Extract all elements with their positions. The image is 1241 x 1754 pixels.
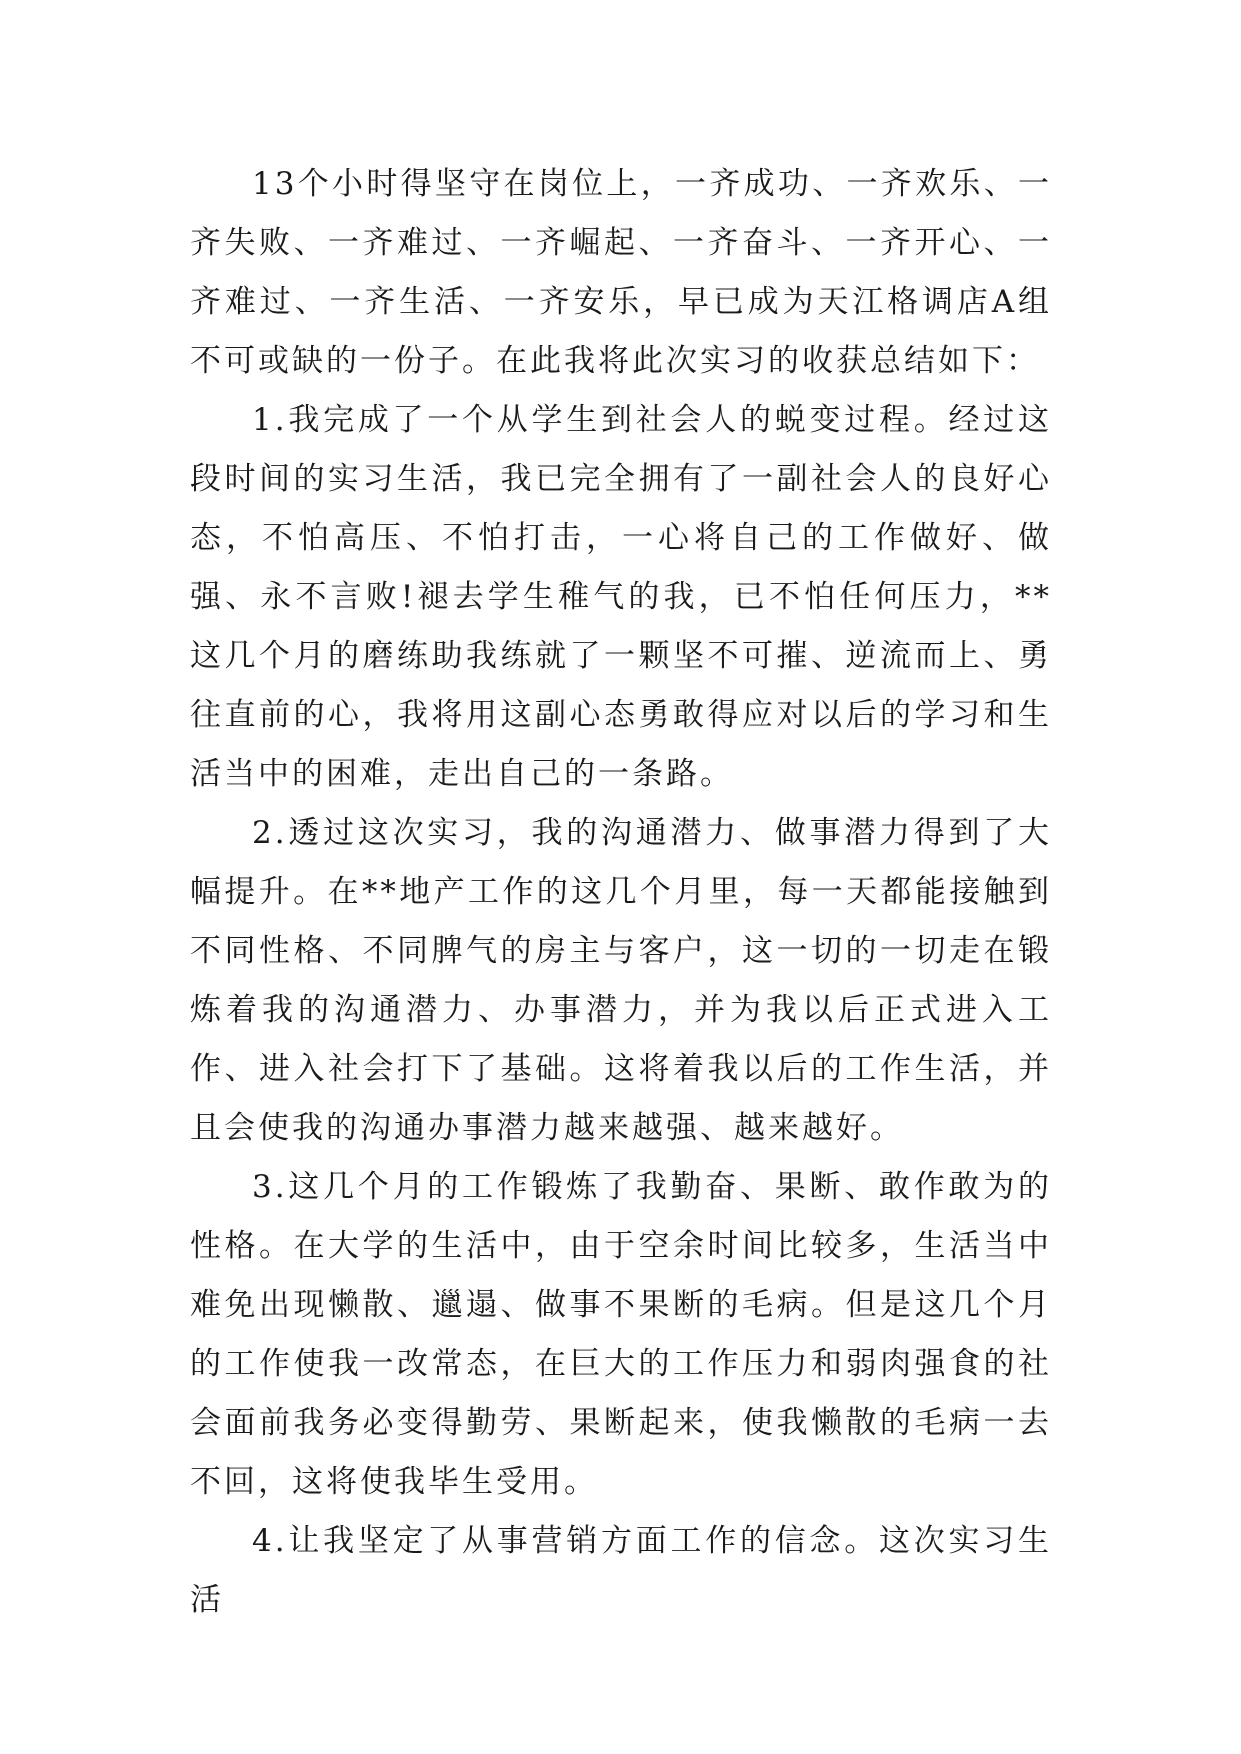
document-body [190,155,1052,1630]
paragraph-point-4: 4.让我坚定了从事营销方面工作的信念。这次实习生活 [190,1523,1052,1618]
paragraph-point-1: 1.我完成了一个从学生到社会人的蜕变过程。经过这段时间的实习生活，我已完全拥有了一副社会人的良好心态，不怕高压、不怕打击，一心将自己的工作做好、做强、永不言败!褪去学生稚气的我，已不怕任何压力，**这几个月的磨练助我练就了一颗坚不可摧、逆流而上、勇往直前的心，我将用这副心态勇敢得应对以后的学习和生活当中的困难，走出自己的一条路。 [190,402,1052,792]
paragraph-intro: 13个小时得坚守在岗位上，一齐成功、一齐欢乐、一齐失败、一齐难过、一齐崛起、一齐奋斗、一齐开心、一齐难过、一齐生活、一齐安乐，早已成为天江格调店A组不可或缺的一份子。在此我将此次实习的收获总结如下： [190,166,1052,379]
paragraph-point-3: 3.这几个月的工作锻炼了我勤奋、果断、敢作敢为的性格。在大学的生活中，由于空余时间比较多，生活当中难免出现懒散、邋遢、做事不果断的毛病。但是这几个月的工作使我一改常态，在巨大的工作压力和弱肉强食的社会面前我务必变得勤劳、果断起来，使我懒散的毛病一去不回，这将使我毕生受用。 [190,1169,1052,1500]
paragraph-point-2: 2.透过这次实习，我的沟通潜力、做事潜力得到了大幅提升。在**地产工作的这几个月里，每一天都能接触到不同性格、不同脾气的房主与客户，这一切的一切走在锻炼着我的沟通潜力、办事潜力，并为我以后正式进入工作、进入社会打下了基础。这将着我以后的工作生活，并且会使我的沟通办事潜力越来越强、越来越好。 [190,815,1052,1146]
